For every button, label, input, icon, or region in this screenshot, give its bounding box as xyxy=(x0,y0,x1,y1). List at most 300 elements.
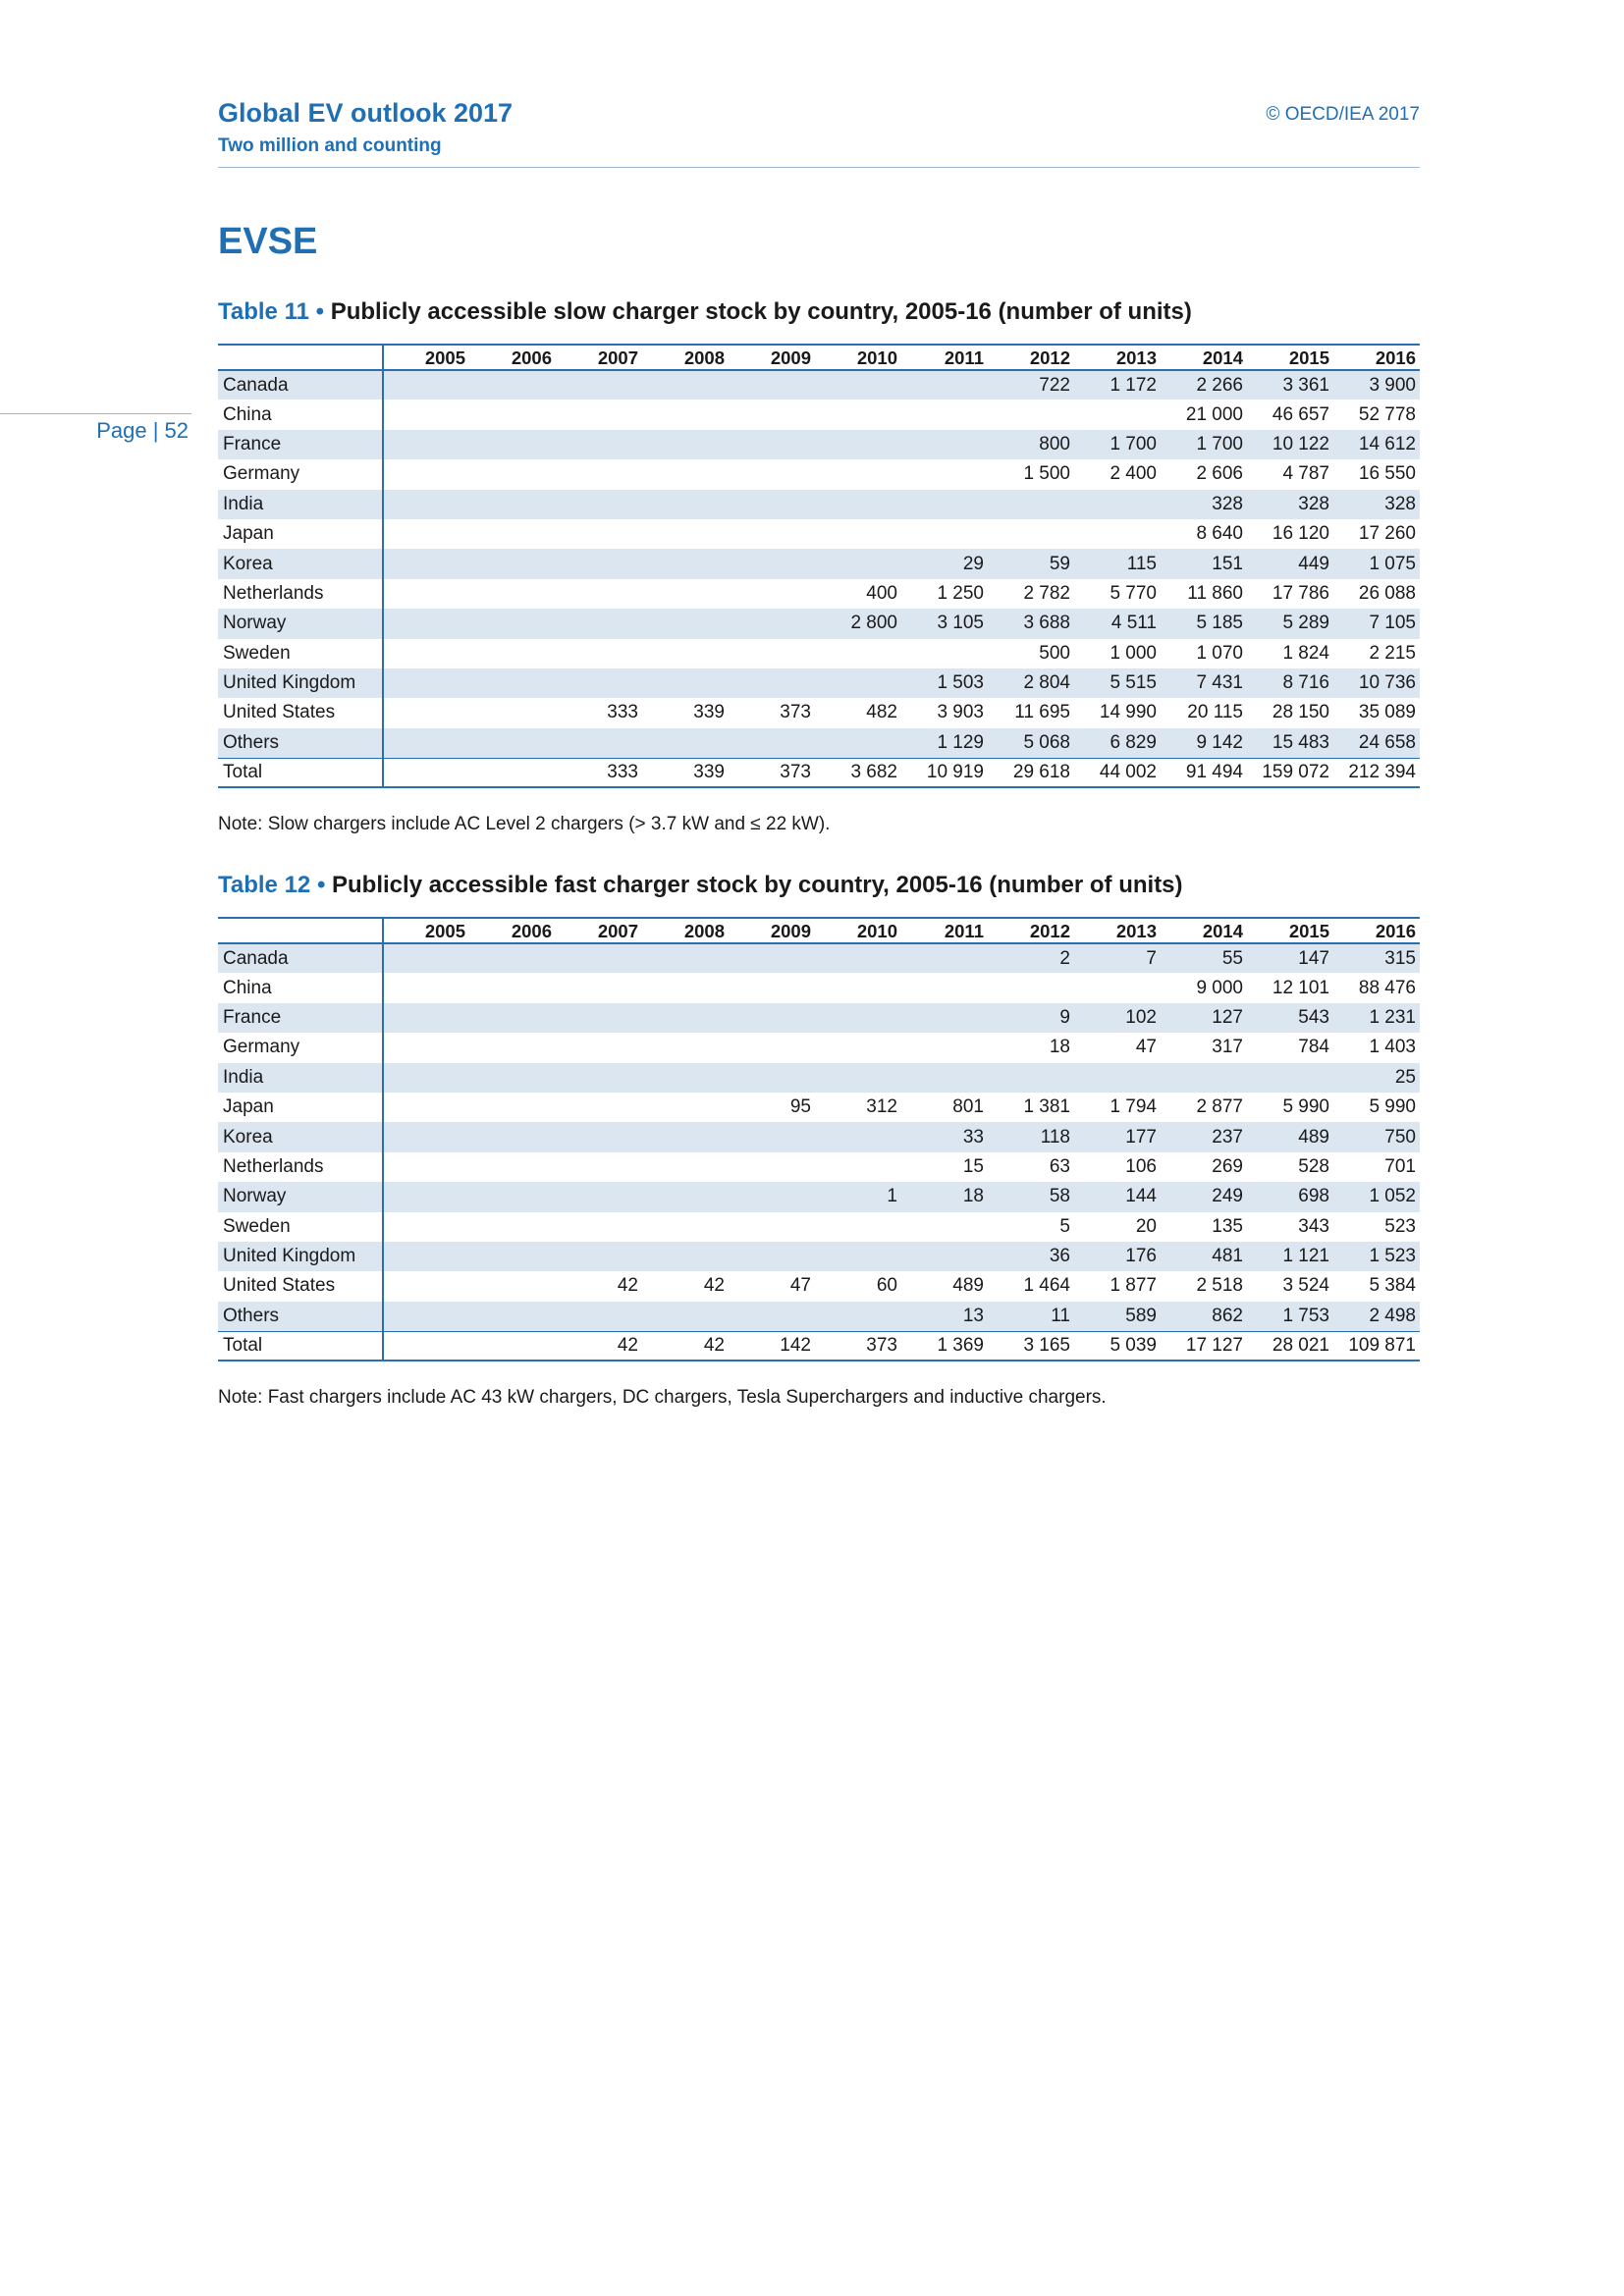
value-cell-2009 xyxy=(729,1033,815,1062)
table12-title-text: Publicly accessible fast charger stock by country, 2005-16 (number of units) xyxy=(332,872,1183,898)
value-cell-2006 xyxy=(469,430,556,459)
header-year-2009: 2009 xyxy=(729,345,815,370)
value-cell-2012 xyxy=(988,400,1074,429)
value-cell-2006 xyxy=(469,1152,556,1182)
country-cell: United Kingdom xyxy=(218,668,383,698)
country-cell: Japan xyxy=(218,1093,383,1122)
value-cell-2006 xyxy=(469,549,556,578)
value-cell-2010 xyxy=(815,430,901,459)
value-cell-2006 xyxy=(469,609,556,638)
value-cell-2007 xyxy=(556,400,642,429)
table-row xyxy=(218,430,1420,459)
value-cell-2013: 5 039 xyxy=(1074,1331,1161,1361)
value-cell-2012: 58 xyxy=(988,1182,1074,1211)
value-cell-2008 xyxy=(642,1003,729,1033)
value-cell-2015: 698 xyxy=(1247,1182,1333,1211)
value-cell-2009 xyxy=(729,1242,815,1271)
value-cell-2009 xyxy=(729,519,815,549)
value-cell-2007: 42 xyxy=(617,1275,638,1297)
value-cell-2016: 5 990 xyxy=(1369,1096,1416,1118)
value-cell-2007 xyxy=(556,1003,642,1033)
value-cell-2009 xyxy=(729,549,815,578)
country-cell: China xyxy=(218,400,383,429)
value-cell-2008 xyxy=(642,1122,729,1151)
value-cell-2006 xyxy=(469,1212,556,1242)
total-row xyxy=(218,1331,1420,1361)
value-cell-2014: 317 xyxy=(1212,1037,1243,1058)
value-cell-2011 xyxy=(901,459,988,489)
value-cell-2015: 543 xyxy=(1247,1003,1333,1033)
value-cell-2014: 2 518 xyxy=(1196,1275,1243,1297)
table-row xyxy=(218,1242,1420,1271)
table-row xyxy=(218,973,1420,1002)
value-cell-2006 xyxy=(469,698,556,727)
value-cell-2005 xyxy=(383,1212,469,1242)
header-year-2010: 2010 xyxy=(815,918,901,943)
value-cell-2006 xyxy=(469,459,556,489)
value-cell-2013: 20 xyxy=(1135,1215,1157,1237)
value-cell-2005 xyxy=(383,973,469,1002)
value-cell-2013 xyxy=(1074,400,1161,429)
value-cell-2016: 523 xyxy=(1384,1215,1416,1237)
country-cell: Germany xyxy=(218,1033,383,1062)
value-cell-2011 xyxy=(901,519,988,549)
value-cell-2006 xyxy=(469,728,556,758)
value-cell-2014: 328 xyxy=(1161,490,1247,519)
value-cell-2012: 5 068 xyxy=(988,728,1074,758)
value-cell-2010: 312 xyxy=(866,1096,897,1118)
value-cell-2008: 42 xyxy=(703,1275,725,1297)
value-cell-2008 xyxy=(642,973,729,1002)
value-cell-2013 xyxy=(1074,519,1161,549)
value-cell-2016: 2 215 xyxy=(1369,642,1416,664)
value-cell-2009 xyxy=(729,1152,815,1182)
country-cell: India xyxy=(218,1063,383,1093)
value-cell-2007 xyxy=(556,459,642,489)
value-cell-2013 xyxy=(1074,490,1161,519)
value-cell-2016: 17 260 xyxy=(1358,523,1416,545)
value-cell-2015: 28 150 xyxy=(1272,702,1329,723)
value-cell-2008 xyxy=(642,943,729,973)
country-cell: China xyxy=(218,973,383,1002)
table11-title xyxy=(218,298,1192,326)
value-cell-2008 xyxy=(642,1093,729,1122)
value-cell-2012: 500 xyxy=(1039,642,1070,664)
section-heading: EVSE xyxy=(218,221,318,262)
value-cell-2016: 1 075 xyxy=(1333,549,1420,578)
value-cell-2015: 15 483 xyxy=(1247,728,1333,758)
value-cell-2006 xyxy=(469,1003,556,1033)
country-cell: Canada xyxy=(218,370,383,400)
value-cell-2010 xyxy=(815,668,901,698)
value-cell-2012: 29 618 xyxy=(988,758,1074,787)
value-cell-2014: 1 070 xyxy=(1196,642,1243,664)
value-cell-2012: 1 464 xyxy=(1023,1275,1070,1297)
value-cell-2005 xyxy=(383,490,469,519)
value-cell-2014: 8 640 xyxy=(1196,523,1243,545)
header-year-2009: 2009 xyxy=(729,918,815,943)
value-cell-2007 xyxy=(556,1242,642,1271)
value-cell-2005 xyxy=(383,1003,469,1033)
value-cell-2005 xyxy=(383,1122,469,1151)
table11-title-text: Publicly accessible slow charger stock by country, 2005-16 (number of units) xyxy=(330,298,1192,325)
value-cell-2005 xyxy=(383,400,469,429)
value-cell-2016: 701 xyxy=(1384,1155,1416,1177)
value-cell-2010: 373 xyxy=(815,1331,901,1361)
value-cell-2012: 1 381 xyxy=(1023,1096,1070,1118)
value-cell-2014: 17 127 xyxy=(1161,1331,1247,1361)
value-cell-2009 xyxy=(729,1122,815,1151)
header-country-cell xyxy=(218,345,383,370)
value-cell-2015 xyxy=(1247,1063,1333,1093)
value-cell-2013: 44 002 xyxy=(1074,758,1161,787)
value-cell-2007 xyxy=(556,490,642,519)
copyright-notice: © OECD/IEA 2017 xyxy=(1266,104,1420,125)
value-cell-2008 xyxy=(642,1302,729,1331)
value-cell-2010 xyxy=(815,400,901,429)
value-cell-2015: 449 xyxy=(1247,549,1333,578)
table-row xyxy=(218,1302,1420,1331)
value-cell-2013: 7 xyxy=(1074,943,1161,973)
value-cell-2009 xyxy=(729,1212,815,1242)
table12-number: Table 12 xyxy=(218,872,311,898)
table12-separator: • xyxy=(316,872,326,898)
value-cell-2006 xyxy=(469,1093,556,1122)
value-cell-2005 xyxy=(383,459,469,489)
value-cell-2008 xyxy=(642,668,729,698)
value-cell-2007 xyxy=(556,1212,642,1242)
header-year-2005: 2005 xyxy=(383,345,469,370)
country-cell: Japan xyxy=(218,519,383,549)
value-cell-2006 xyxy=(469,1331,556,1361)
value-cell-2005 xyxy=(383,609,469,638)
value-cell-2016: 16 550 xyxy=(1358,463,1416,485)
value-cell-2014: 91 494 xyxy=(1161,758,1247,787)
value-cell-2005 xyxy=(383,698,469,727)
header-year-2008: 2008 xyxy=(642,918,729,943)
header-year-2012: 2012 xyxy=(988,345,1074,370)
value-cell-2013: 106 xyxy=(1125,1155,1157,1177)
value-cell-2012: 11 xyxy=(988,1302,1074,1331)
table12-title xyxy=(218,872,1183,899)
value-cell-2016: 328 xyxy=(1333,490,1420,519)
document-title: Global EV outlook 2017 xyxy=(218,98,514,128)
value-cell-2013 xyxy=(1074,973,1161,1002)
value-cell-2015: 17 786 xyxy=(1272,582,1329,604)
value-cell-2015: 1 753 xyxy=(1247,1302,1333,1331)
value-cell-2010: 3 682 xyxy=(815,758,901,787)
value-cell-2007 xyxy=(556,1033,642,1062)
value-cell-2011 xyxy=(901,1212,988,1242)
header-year-2015: 2015 xyxy=(1247,918,1333,943)
value-cell-2007 xyxy=(556,728,642,758)
value-cell-2008 xyxy=(642,1182,729,1211)
header-year-2012: 2012 xyxy=(988,918,1074,943)
table11-number: Table 11 xyxy=(218,298,309,325)
value-cell-2010: 1 xyxy=(815,1182,901,1211)
table12-note: Note: Fast chargers include AC 43 kW chargers, DC chargers, Tesla Superchargers and inductive chargers. xyxy=(218,1387,1107,1408)
value-cell-2015: 784 xyxy=(1298,1037,1329,1058)
value-cell-2007 xyxy=(556,943,642,973)
value-cell-2011 xyxy=(901,370,988,400)
table-row xyxy=(218,728,1420,758)
header-year-2016: 2016 xyxy=(1333,345,1420,370)
value-cell-2013: 1 877 xyxy=(1110,1275,1157,1297)
value-cell-2005 xyxy=(383,1093,469,1122)
value-cell-2008 xyxy=(642,400,729,429)
value-cell-2011: 1 250 xyxy=(937,582,984,604)
value-cell-2012: 3 688 xyxy=(988,609,1074,638)
value-cell-2012: 2 782 xyxy=(1023,582,1070,604)
country-cell: United States xyxy=(218,698,383,727)
country-cell: Netherlands xyxy=(218,579,383,609)
value-cell-2007 xyxy=(556,579,642,609)
value-cell-2005 xyxy=(383,1302,469,1331)
value-cell-2012: 18 xyxy=(1049,1037,1070,1058)
value-cell-2012: 63 xyxy=(1049,1155,1070,1177)
header-year-2013: 2013 xyxy=(1074,345,1161,370)
value-cell-2016: 1 403 xyxy=(1369,1037,1416,1058)
header-year-2005: 2005 xyxy=(383,918,469,943)
value-cell-2013: 1 000 xyxy=(1110,642,1157,664)
value-cell-2007 xyxy=(556,519,642,549)
value-cell-2010 xyxy=(815,1122,901,1151)
header-year-2007: 2007 xyxy=(556,918,642,943)
value-cell-2012: 722 xyxy=(988,370,1074,400)
value-cell-2005 xyxy=(383,668,469,698)
value-cell-2014: 2 266 xyxy=(1161,370,1247,400)
header-year-2006: 2006 xyxy=(469,345,556,370)
table-row xyxy=(218,490,1420,519)
value-cell-2010 xyxy=(815,1063,901,1093)
header-year-2011: 2011 xyxy=(901,345,988,370)
value-cell-2016: 7 105 xyxy=(1333,609,1420,638)
value-cell-2010: 482 xyxy=(866,702,897,723)
table-row xyxy=(218,519,1420,549)
value-cell-2011 xyxy=(901,1003,988,1033)
value-cell-2015: 343 xyxy=(1298,1215,1329,1237)
value-cell-2007: 333 xyxy=(607,702,638,723)
value-cell-2015: 528 xyxy=(1298,1155,1329,1177)
value-cell-2009 xyxy=(729,490,815,519)
value-cell-2013: 1 172 xyxy=(1074,370,1161,400)
value-cell-2006 xyxy=(469,758,556,787)
value-cell-2014: 5 185 xyxy=(1161,609,1247,638)
value-cell-2005 xyxy=(383,579,469,609)
value-cell-2014: 127 xyxy=(1161,1003,1247,1033)
value-cell-2010 xyxy=(815,1302,901,1331)
value-cell-2009 xyxy=(729,1302,815,1331)
country-cell: United States xyxy=(218,1271,383,1301)
value-cell-2013: 47 xyxy=(1135,1037,1157,1058)
value-cell-2007 xyxy=(556,1302,642,1331)
value-cell-2005 xyxy=(383,1182,469,1211)
value-cell-2012 xyxy=(988,1063,1074,1093)
table-row xyxy=(218,1152,1420,1182)
table-row xyxy=(218,609,1420,638)
value-cell-2008: 339 xyxy=(693,702,725,723)
table-row xyxy=(218,698,1420,727)
value-cell-2016: 315 xyxy=(1333,943,1420,973)
value-cell-2015: 46 657 xyxy=(1272,403,1329,425)
country-cell: Sweden xyxy=(218,639,383,668)
value-cell-2005 xyxy=(383,1271,469,1301)
value-cell-2014: 269 xyxy=(1212,1155,1243,1177)
country-cell: Total xyxy=(218,1331,383,1361)
value-cell-2013: 102 xyxy=(1074,1003,1161,1033)
value-cell-2009: 142 xyxy=(729,1331,815,1361)
value-cell-2014: 11 860 xyxy=(1187,582,1243,604)
value-cell-2011 xyxy=(901,400,988,429)
value-cell-2005 xyxy=(383,639,469,668)
table-row xyxy=(218,1182,1420,1211)
value-cell-2010 xyxy=(815,490,901,519)
header-country-cell xyxy=(218,918,383,943)
table-row xyxy=(218,1122,1420,1151)
value-cell-2016: 1 523 xyxy=(1333,1242,1420,1271)
value-cell-2006 xyxy=(469,1122,556,1151)
table-row xyxy=(218,549,1420,578)
value-cell-2007 xyxy=(556,549,642,578)
table-row xyxy=(218,1003,1420,1033)
table-row xyxy=(218,459,1420,489)
value-cell-2015: 10 122 xyxy=(1247,430,1333,459)
header-year-2014: 2014 xyxy=(1161,918,1247,943)
value-cell-2008 xyxy=(642,1212,729,1242)
value-cell-2010 xyxy=(815,1033,901,1062)
value-cell-2016: 109 871 xyxy=(1333,1331,1420,1361)
table-row xyxy=(218,370,1420,400)
country-cell: Korea xyxy=(218,549,383,578)
country-cell: Norway xyxy=(218,609,383,638)
value-cell-2014 xyxy=(1161,1063,1247,1093)
header-year-2010: 2010 xyxy=(815,345,901,370)
value-cell-2008: 339 xyxy=(642,758,729,787)
value-cell-2006 xyxy=(469,1063,556,1093)
value-cell-2013: 5 515 xyxy=(1074,668,1161,698)
value-cell-2011: 3 903 xyxy=(937,702,984,723)
value-cell-2016: 52 778 xyxy=(1358,403,1416,425)
value-cell-2010 xyxy=(815,728,901,758)
country-cell: Total xyxy=(218,758,383,787)
document-subtitle: Two million and counting xyxy=(218,135,442,156)
value-cell-2008 xyxy=(642,430,729,459)
value-cell-2007 xyxy=(556,1063,642,1093)
value-cell-2008 xyxy=(642,728,729,758)
page-number: Page | 52 xyxy=(96,418,189,443)
table-row xyxy=(218,1063,1420,1093)
value-cell-2016: 1 231 xyxy=(1333,1003,1420,1033)
table-row xyxy=(218,668,1420,698)
value-cell-2016: 5 384 xyxy=(1369,1275,1416,1297)
table-row xyxy=(218,943,1420,973)
value-cell-2009 xyxy=(729,668,815,698)
value-cell-2015: 328 xyxy=(1247,490,1333,519)
value-cell-2009: 373 xyxy=(780,702,811,723)
value-cell-2012: 59 xyxy=(988,549,1074,578)
header-year-2013: 2013 xyxy=(1074,918,1161,943)
value-cell-2005 xyxy=(383,758,469,787)
value-cell-2014: 151 xyxy=(1161,549,1247,578)
value-cell-2006 xyxy=(469,490,556,519)
value-cell-2010 xyxy=(815,370,901,400)
value-cell-2007 xyxy=(556,1093,642,1122)
table11-slow-charger-stock xyxy=(218,344,1420,788)
value-cell-2007 xyxy=(556,1182,642,1211)
value-cell-2008 xyxy=(642,1242,729,1271)
value-cell-2016: 3 900 xyxy=(1333,370,1420,400)
value-cell-2010 xyxy=(815,1212,901,1242)
value-cell-2009 xyxy=(729,1182,815,1211)
value-cell-2016: 26 088 xyxy=(1358,582,1416,604)
country-cell: Others xyxy=(218,1302,383,1331)
value-cell-2013: 5 770 xyxy=(1110,582,1157,604)
value-cell-2014: 862 xyxy=(1161,1302,1247,1331)
value-cell-2014: 9 142 xyxy=(1161,728,1247,758)
value-cell-2015: 28 021 xyxy=(1247,1331,1333,1361)
value-cell-2006 xyxy=(469,943,556,973)
value-cell-2012: 2 xyxy=(988,943,1074,973)
value-cell-2006 xyxy=(469,668,556,698)
value-cell-2006 xyxy=(469,579,556,609)
value-cell-2009 xyxy=(729,430,815,459)
country-cell: Germany xyxy=(218,459,383,489)
value-cell-2010: 400 xyxy=(866,582,897,604)
value-cell-2006 xyxy=(469,400,556,429)
value-cell-2009 xyxy=(729,400,815,429)
value-cell-2015: 16 120 xyxy=(1272,523,1329,545)
value-cell-2010 xyxy=(815,973,901,1002)
value-cell-2014: 481 xyxy=(1161,1242,1247,1271)
value-cell-2015: 3 524 xyxy=(1282,1275,1329,1297)
value-cell-2012: 2 804 xyxy=(988,668,1074,698)
table-header-row xyxy=(218,345,1420,370)
value-cell-2014: 21 000 xyxy=(1185,403,1243,425)
page-number-rule xyxy=(0,413,191,414)
value-cell-2010 xyxy=(815,459,901,489)
value-cell-2014: 7 431 xyxy=(1161,668,1247,698)
value-cell-2011: 3 105 xyxy=(901,609,988,638)
header-year-2008: 2008 xyxy=(642,345,729,370)
table-row xyxy=(218,1271,1420,1301)
country-cell: France xyxy=(218,430,383,459)
country-cell: Norway xyxy=(218,1182,383,1211)
value-cell-2009 xyxy=(729,639,815,668)
value-cell-2016: 10 736 xyxy=(1333,668,1420,698)
value-cell-2011: 10 919 xyxy=(901,758,988,787)
value-cell-2008 xyxy=(642,490,729,519)
header-year-2011: 2011 xyxy=(901,918,988,943)
table-row xyxy=(218,1093,1420,1122)
table-header-row xyxy=(218,918,1420,943)
table11-separator: • xyxy=(315,298,325,325)
value-cell-2009 xyxy=(729,609,815,638)
value-cell-2005 xyxy=(383,1331,469,1361)
value-cell-2008 xyxy=(642,549,729,578)
value-cell-2013: 144 xyxy=(1074,1182,1161,1211)
value-cell-2014: 135 xyxy=(1212,1215,1243,1237)
value-cell-2015: 5 990 xyxy=(1282,1096,1329,1118)
value-cell-2005 xyxy=(383,1033,469,1062)
value-cell-2015: 5 289 xyxy=(1247,609,1333,638)
value-cell-2008 xyxy=(642,639,729,668)
value-cell-2005 xyxy=(383,1242,469,1271)
value-cell-2015: 159 072 xyxy=(1247,758,1333,787)
value-cell-2010 xyxy=(815,1152,901,1182)
value-cell-2011: 1 129 xyxy=(901,728,988,758)
value-cell-2015: 1 121 xyxy=(1247,1242,1333,1271)
country-cell: India xyxy=(218,490,383,519)
